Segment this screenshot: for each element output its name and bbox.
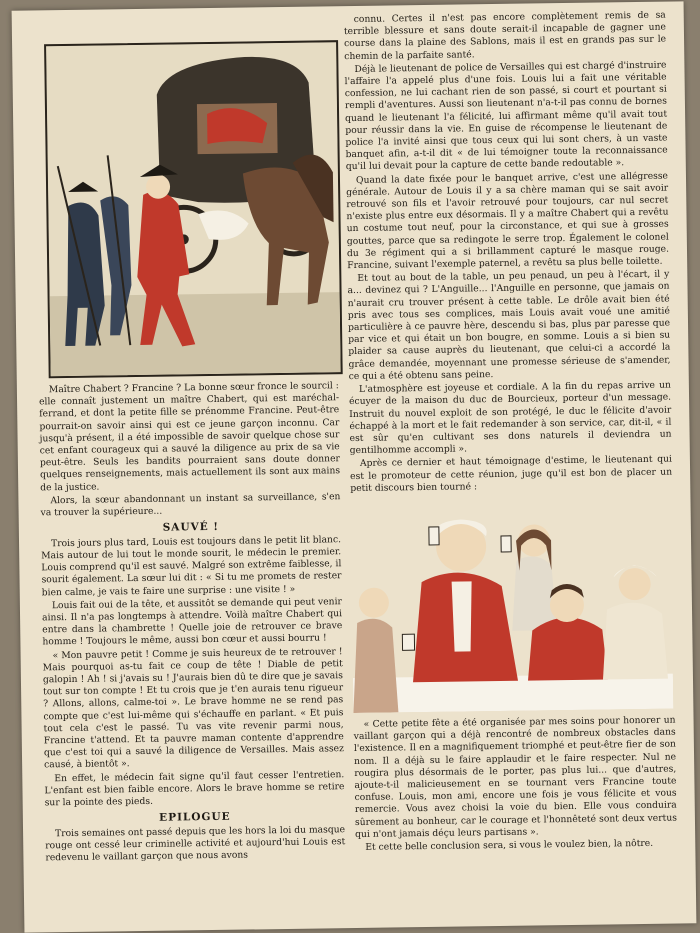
body-paragraph: connu. Certes il n'est pas encore complètement remis de sa terrible blessure et sans doute serait-il incapable de gagner une course dans la plaine des Sablons, mais il est en grands pas sur le chemin de la parfaite santé. bbox=[343, 9, 667, 62]
illustration-carriage-scene bbox=[44, 40, 343, 378]
illustration-banquet-scene bbox=[351, 499, 674, 713]
body-paragraph: Déjà le lieutenant de police de Versailles qui est chargé d'instruire l'affaire l'a appelé plus d'une fois. Louis lui a fait une véritable confession, ne lui cachant rien de son passé, si court et pourtant si rempli d'aventures. Aussi son lieutenant n'a-t-il pas connu de bornes quand le lieutenant l'a félicité, lui affirmant même qu'il avait tout pour réussir dans la vie. En guise de récompense le lieutenant de police l'a invité ainsi que tous ceux qui lui sont chers, à un vaste banquet afin, a-t-il dit « de lui témoigner toute la reconnaissance qu'il lui devait pour la capture de cette bande redoutable ». bbox=[344, 59, 668, 173]
body-paragraph: Après ce dernier et haut témoignage d'estime, le lieutenant qui est le promoteur de cette réunion, juge qu'il est bon de placer un petit discours bien tourné : bbox=[350, 453, 673, 494]
body-paragraph: Quand la date fixée pour le banquet arrive, c'est une allégresse générale. Autour de Louis il y a sa chère maman qui se sait avoir retrouvé son fils et l'avoir retrouvé pour toujours, car nul secret n'existe plus entre eux désormais. Il y a maître Chabert qui a revêtu un costume tout neuf, pour la circonstance, et qui sue à grosses gouttes, parce que sa redingote le serre trop. Également le colonel du 3e régiment qui a si brillamment capturé le masque rouge. Francine, suivant l'exemple paternel, a revêtu sa plus belle toilette. bbox=[346, 170, 670, 272]
body-paragraph: Trois semaines ont passé depuis que les hors la loi du masque rouge ont cessé leur criminelle activité et aujourd'hui Louis est redevenu le vaillant garçon que nous avons bbox=[45, 824, 346, 864]
right-column bbox=[344, 10, 678, 856]
section-title-sauve: SAUVÉ ! bbox=[162, 521, 220, 534]
body-paragraph: L'atmosphère est joyeuse et cordiale. A la fin du repas arrive un écuyer de la maison du duc de Bourcieux, porteur d'un message. Instruit du nouvel exploit de son protégé, le duc le félicite d'avoir échappé à la mort et le fait redemander à son service, car, dit-il, « il est sûr qu'en cultivant ses dons naturels il deviendra un gentilhomme accompli ». bbox=[349, 379, 672, 457]
caption-paragraph: Maître Chabert ? Francine ? La bonne sœur fronce le sourcil : elle connaît justement un maître Chabert, qui est maréchal-ferrand, et dont la petite fille se prénomme Francine. Peut-être pourrait-on savoir ainsi qui est ce jeune garçon inconnu. Car jusqu'à présent, il a été impossible de savoir quelque chose sur cet enfant courageux qui a sauvé la diligence au prix de sa vie peut-être. Seuls les bandits pourraient sans doute donner quelques renseignements, mais actuellement ils sont aux mains de la justice. bbox=[38, 380, 341, 494]
body-paragraph: Louis fait oui de la tête, et aussitôt se demande qui peut venir ainsi. Il n'a pas longtemps à attendre. Voilà maître Chabert qui entre dans la chambrette ! Quelle joie de retrouver ce brave homme ! Toujours le même, aussi bon cœur et aussi bourru ! bbox=[41, 596, 343, 648]
left-column bbox=[34, 14, 346, 866]
body-paragraph: Et tout au bout de la table, un peu penaud, un peu à l'écart, il y a... devinez qui ? L'Anguille... l'Anguille en personne, que jamais on n'aurait cru trouver présent à cette table. Le drôle avait bien été pris avec tous ses complices, mais Louis avait voué une amitié particulière à ce pauvre hère, descendu si bas, plus par paresse que par vice et qui était un bon bougre, en somme. Louis a si bien su plaider sa cause auprès du lieutenant, que celui-ci a accordé la grâce demandée, moyennant une promesse sérieuse de s'amender, ce qui a été obtenu sans peine. bbox=[347, 268, 671, 382]
carriage-illustration bbox=[46, 42, 341, 376]
section-title-epilogue: EPILOGUE bbox=[159, 811, 231, 825]
body-paragraph: « Mon pauvre petit ! Comme je suis heureux de te retrouver ! Mais pourquoi as-tu fait ce coup de tête ! Diable de petit galopin ! Ah ! si j'avais su ! J'aurais bien dû te dire que je savais tout sur ton compte ! Et tu crois que je t'en aurais tenu rigueur ? Allons, allons, calme-toi ». Le brave homme ne se rend pas compte que c'est lui-même qui s'échauffe en parlant. « Et puis tout cela c'est le passé. Tu vas vite revenir parmi nous, Francine t'attend. Et ta pauvre maman contente d'apprendre que c'est toi qui a sauvé la diligence de Versailles. Mais assez causé, à bientôt ». bbox=[42, 645, 345, 771]
magazine-page bbox=[12, 1, 697, 932]
body-paragraph: En effet, le médecin fait signe qu'il faut cesser l'entretien. L'enfant est bien faible encore. Alors le brave homme se retire sur la pointe des pieds. bbox=[44, 768, 345, 809]
closing-paragraph: « Cette petite fête a été organisée par mes soins pour honorer un vaillant garçon qui a déjà rencontré de nombreux obstacles dans l'existence. Il en a magnifiquement triomphé et peut-être fier de son nom. Il a déjà su le faire applaudir et le faire respecter. Nul ne rougira plus désormais de le porter, pas plus lui... que d'autres, ajoute-t-il malicieusement en se tournant vers Francine toute confuse. Louis, mon ami, encore une fois je vous félicite et vous remercie. Vous avez choisi la voie du bien. Elle vous conduira sûrement au bonheur, car le courage et l'honnêteté sont deux vertus qui n'ont jamais déçu leurs partisans ». bbox=[353, 714, 678, 840]
caption-paragraph: Alors, la sœur abandonnant un instant sa surveillance, s'en va trouver la supérieure... bbox=[40, 491, 341, 519]
body-paragraph: Trois jours plus tard, Louis est toujours dans le petit lit blanc. Mais autour de lui tout le monde sourit, le médecin le premier. Louis comprend qu'il est sauvé. Malgré son extrême faiblesse, il sourit également. La sœur lui dit : « Si tu me promets de rester bien calme, je vais te faire une surprise : une visite ! » bbox=[41, 534, 342, 599]
banquet-illustration bbox=[351, 499, 674, 713]
closing-paragraph: Et cette belle conclusion sera, si vous le voulez bien, la nôtre. bbox=[365, 837, 654, 853]
